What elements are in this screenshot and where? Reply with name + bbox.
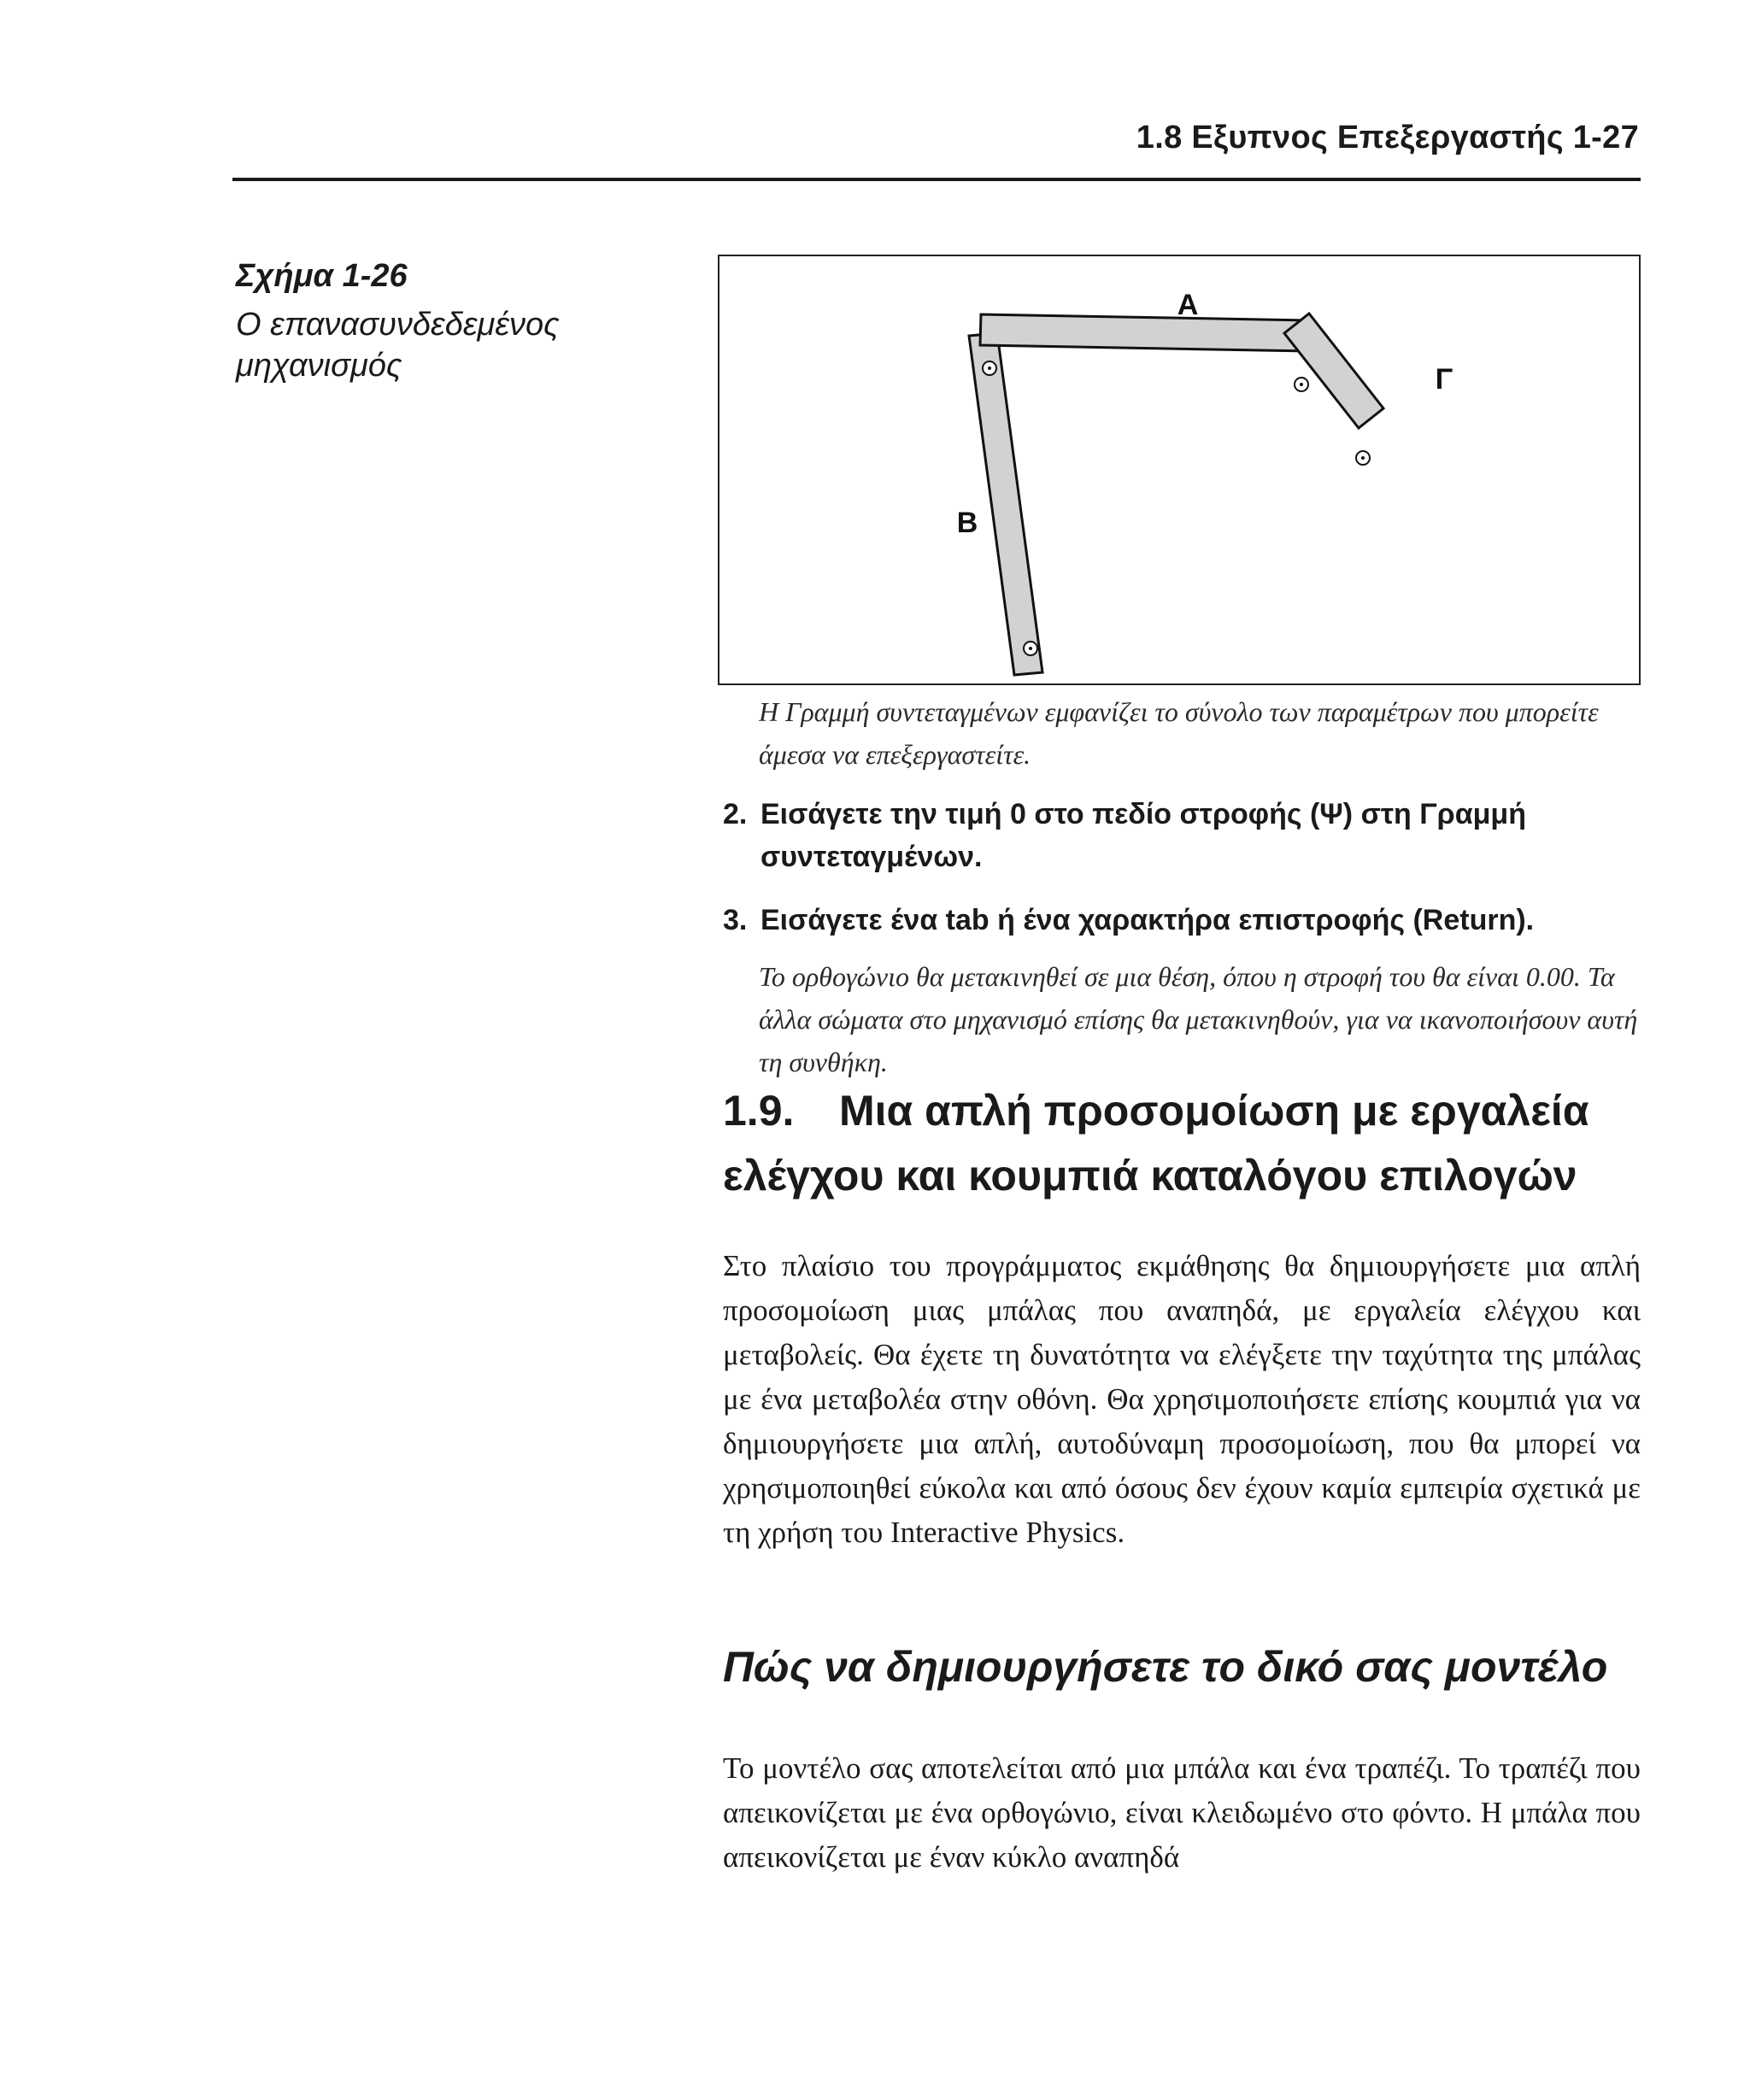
body-paragraph: Το μοντέλο σας αποτελείται από μια μπάλα και ένα τραπέζι. Το τραπέζι που απεικονίζεται με ένα ορθογώνιο, είναι κλειδωμένο στο φόντο. Η μπάλα που απεικονίζεται με έναν κύκλο αναπηδά [723,1751,1641,1874]
section-title-continued: ελέγχου και κουμπιά καταλόγου επιλογών [723,1152,1577,1200]
joint-pin [1356,451,1370,465]
bar-label-c: Γ [1435,363,1453,396]
step-text: Εισάγετε ένα tab ή ένα χαρακτήρα επιστροφής (Return). [760,904,1535,936]
note-paragraph: Το ορθογώνιο θα μετακινηθεί σε μια θέση, όπου η στροφή του θα είναι 0.00. Τα άλλα σώματα στο μηχανισμό επίσης θα μετακινηθούν, για να ικανοποιήσουν αυτή τη συνθήκη. [759,961,1638,1077]
joint-pin [983,361,996,375]
running-header: 1.8 Εξυπνος Επεξεργαστής 1-27 [1136,120,1639,155]
bar-c [1284,314,1383,428]
section-title: Μια απλή προσομοίωση με εργαλεία [839,1087,1589,1135]
section-number: 1.9. [723,1087,795,1135]
section-heading [723,1078,1641,1208]
linkage-diagram [719,256,1639,683]
bar-b [969,333,1042,675]
step-text: Εισάγετε την τιμή 0 στο πεδίο στροφής (Ψ) στη Γραμμή [760,798,1526,830]
bar-label-a: A [1177,289,1199,321]
header-rule [232,178,1641,181]
step-number: 3. [723,904,748,936]
bar-label-b: B [956,507,978,539]
subheading: Πώς να δημιουργήσετε το δικό σας μοντέλο [723,1643,1608,1691]
step-3 [723,899,1641,941]
linkage-figure [718,255,1641,685]
bar-a [980,314,1309,351]
step-2 [723,793,1641,878]
step-number: 2. [723,798,748,830]
joint-pin [1295,378,1308,391]
step-text-continued: συντεταγμένων. [760,841,983,873]
note-paragraph: Η Γραμμή συντεταγμένων εμφανίζει το σύνολο των παραμέτρων που μπορείτε άμεσα να επεξεργαστείτε. [759,696,1599,770]
figure-caption: Ο επανασυνδεδεμένος μηχανισμός [236,307,560,384]
figure-label: Σχήμα 1-26 [236,258,408,294]
body-paragraph: Στο πλαίσιο του προγράμματος εκμάθησης θα δημιουργήσετε μια απλή προσομοίωση μιας μπάλας που αναπηδά, με εργαλεία ελέγχου και μεταβολείς. Θα έχετε τη δυνατότητα να ελέγξετε την ταχύτητα της μπάλας με ένα μεταβολέα στην οθόνη. Θα χρησιμοποιήσετε επίσης κουμπιά για να δημιουργήσετε μια απλή, αυτοδύναμη προσομοίωση, που θα μπορεί να χρησιμοποιηθεί εύκολα και από όσους δεν έχουν καμία εμπειρία σχετικά με τη χρήση του Interactive Physics. [723,1249,1641,1549]
joint-pin [1024,642,1037,655]
